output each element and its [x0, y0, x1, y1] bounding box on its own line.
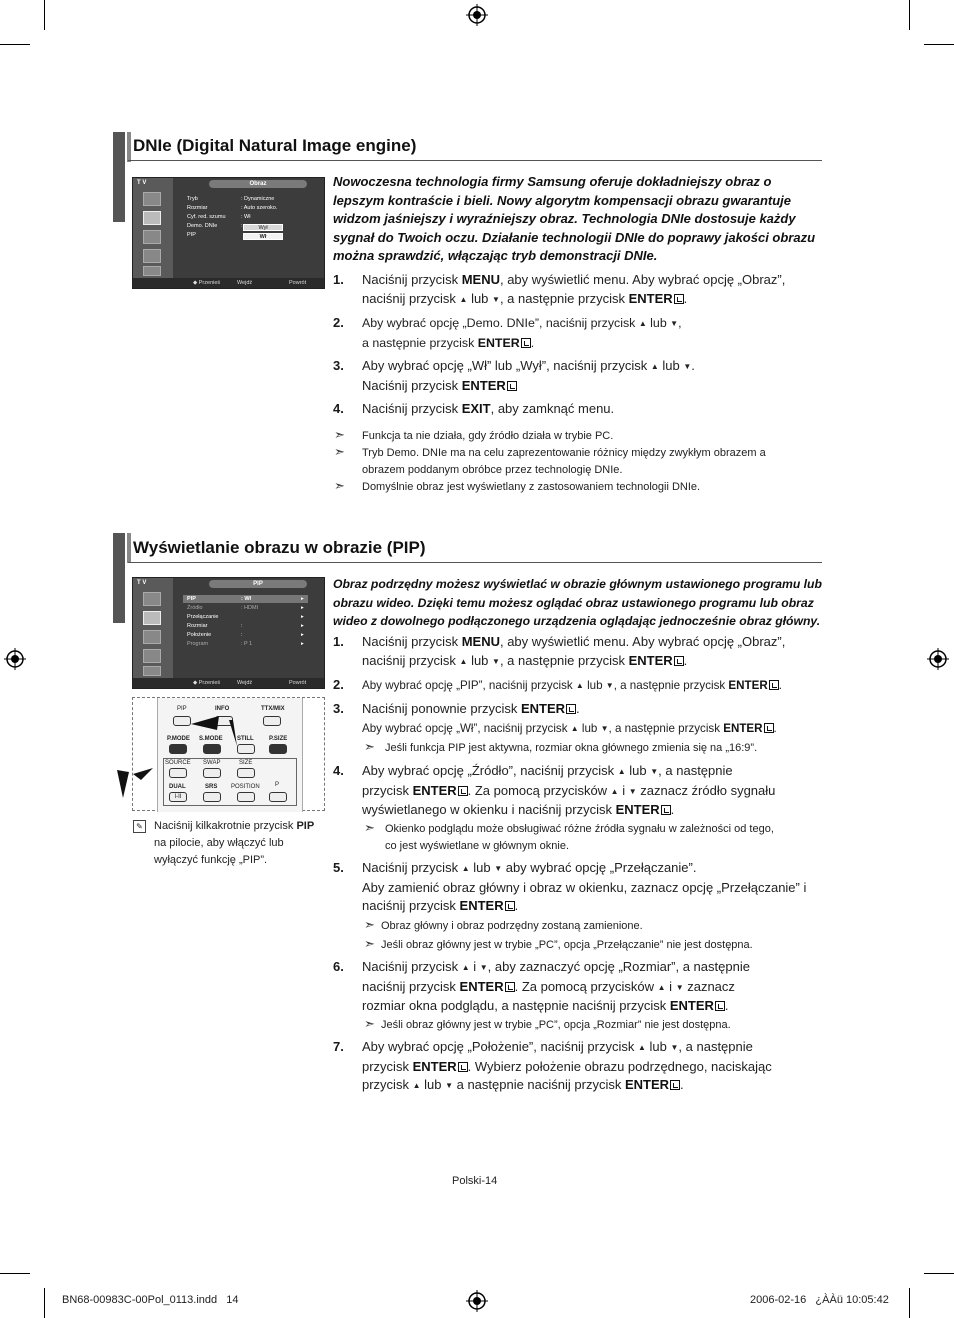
step-6: Naciśnij przycisk ▲ i ▼, aby zaznaczyć opcję „Rozmiar”, a następnie naciśnij przycisk ENTER . Za pomocą przycisków ▲ i ▼ zaznacz rozmiar okna podglądu, a następnie naciśnij przycisk ENTER .	[362, 959, 750, 1013]
srs-label: SRS	[205, 784, 218, 790]
footer-file: BN68-00983C-00Pol_0113.indd 14	[62, 1294, 239, 1306]
channel-icon	[143, 249, 161, 263]
picture-icon	[143, 192, 161, 206]
menu-row-label: Położenie	[187, 632, 212, 638]
tv-menu-footer	[133, 278, 324, 288]
enter-icon	[566, 704, 576, 714]
down-arrow-icon: ▼	[670, 319, 679, 328]
note: Funkcja ta nie działa, gdy źródło działa w trybie PC.	[362, 430, 614, 442]
menu-row-value: : Wł	[241, 596, 252, 602]
down-arrow-icon: ▼	[492, 294, 500, 304]
note-arrow-icon: ➣	[334, 478, 345, 493]
remote-control-illustration	[132, 697, 325, 811]
remote-note-icon: ✎	[133, 820, 146, 833]
down-arrow-icon: ▼	[445, 1081, 453, 1090]
up-arrow-icon: ▲	[638, 1043, 646, 1052]
position-label: POSITION	[231, 784, 260, 790]
menu-row-value: :	[241, 632, 243, 638]
tv-menu-footer	[133, 678, 324, 688]
section-bar	[113, 533, 125, 623]
size-label: SIZE	[239, 760, 253, 766]
up-arrow-icon: ▲	[610, 786, 619, 796]
menu-row-label: Demo. DNIe	[187, 223, 218, 229]
note: obrazem poddanym obróbce przez technologię DNIe.	[362, 464, 623, 476]
down-arrow-icon: ▼	[670, 1043, 679, 1052]
enter-icon	[769, 680, 779, 690]
swap-key	[203, 768, 221, 778]
section-title-pip: Wyświetlanie obrazu w obrazie (PIP)	[133, 538, 426, 557]
section-title-dnie: DNIe (Digital Natural Image engine)	[133, 136, 417, 155]
section-bar	[113, 132, 125, 222]
up-arrow-icon: ▲	[657, 982, 666, 992]
step-number: 2.	[333, 677, 344, 692]
enter-icon	[521, 338, 531, 348]
smode-label: S.MODE	[199, 736, 223, 742]
pmode-label: P.MODE	[167, 736, 190, 742]
note: Jeśli obraz główny jest w trybie „PC”, opcja „Rozmiar” nie jest dostępna.	[381, 1019, 731, 1031]
step-number: 1.	[333, 634, 344, 649]
up-arrow-icon: ▲	[575, 681, 584, 690]
sound-icon	[143, 230, 161, 244]
tv-menu-tab: PIP	[209, 580, 307, 588]
up-arrow-icon: ▲	[617, 767, 626, 776]
step-number: 4.	[333, 401, 344, 416]
enter-icon	[674, 294, 684, 304]
registration-mark-icon	[4, 648, 26, 670]
menu-option-on: Wł	[243, 233, 283, 240]
step-2: Aby wybrać opcję „Demo. DNIe”, naciśnij przycisk ▲ lub ▼, a następnie przycisk ENTER .	[362, 316, 682, 350]
enter-icon	[715, 1001, 725, 1011]
up-arrow-icon: ▲	[638, 319, 647, 328]
menu-row-value: : P 1	[241, 641, 253, 647]
step-4: Naciśnij przycisk EXIT, aby zamknąć menu.	[362, 401, 615, 416]
step-1: Naciśnij przycisk MENU, aby wyświetlić menu. Aby wybrać opcję „Obraz”, naciśnij przycisk ▲ lub ▼, a następnie przycisk ENTER .	[362, 634, 786, 668]
up-arrow-icon: ▲	[459, 656, 468, 666]
crop-mark	[0, 1273, 30, 1274]
section-rule	[128, 562, 822, 563]
crop-mark	[44, 1288, 45, 1318]
tv-label: T V	[137, 580, 147, 586]
setup-icon	[143, 266, 161, 276]
step-3: Naciśnij ponownie przycisk ENTER .	[362, 701, 580, 716]
menu-arrow-icon: ▸	[301, 632, 304, 638]
menu-row-label: Program	[187, 641, 209, 647]
down-arrow-icon: ▼	[628, 786, 637, 796]
menu-arrow-icon: ▸	[301, 641, 304, 647]
section-rule	[128, 160, 822, 161]
intro-dnie: Nowoczesna technologia firmy Samsung oferuje dokładniejszy obraz o lepszym kontraście i bieli. Nowy algorytm kompensacji obrazu gwarantuje widzom jaśniejszy i wyraźniejszy obraz. Technologia DNIe dostosuje każdy sygnał do Twoich oczu. Działanie technologii DNIe do poprawy jakości obrazu można sprawdzić, włączając tryb demonstracji DNIe.	[333, 174, 816, 263]
menu-arrow-icon: ▸	[301, 614, 304, 620]
sound-icon	[143, 630, 161, 644]
foot-enter: Wejdź	[237, 680, 253, 686]
enter-icon	[661, 805, 671, 815]
picture-icon	[143, 592, 161, 606]
enter-icon	[670, 1080, 680, 1090]
tv-menu-screenshot-dnie	[132, 177, 325, 289]
step-number: 4.	[333, 763, 344, 778]
note: Tryb Demo. DNIe ma na celu zaprezentowanie różnicy między zwykłym obrazem a	[362, 447, 766, 459]
section-bar-accent	[127, 533, 131, 563]
note-arrow-icon: ➣	[364, 739, 375, 754]
enter-icon	[505, 982, 515, 992]
info-label: INFO	[215, 706, 230, 712]
pip-label: PIP	[177, 706, 187, 712]
crop-mark	[0, 44, 30, 45]
dual-label: DUAL	[169, 784, 186, 790]
up-arrow-icon: ▲	[461, 963, 470, 972]
foot-back: Powrót	[289, 680, 307, 686]
note-arrow-icon: ➣	[334, 444, 345, 459]
menu-row-value: :	[241, 623, 243, 629]
down-arrow-icon: ▼	[492, 656, 500, 666]
step-number: 6.	[333, 959, 344, 974]
step-5: Naciśnij przycisk ▲ lub ▼ aby wybrać opcję „Przełączanie”. Aby zamienić obraz główny i obraz w okienku, zaznacz opcję „Przełączanie” i naciśnij przycisk ENTER .	[362, 860, 807, 913]
menu-arrow-icon: ▸	[301, 605, 304, 611]
down-arrow-icon: ▼	[683, 362, 692, 371]
note: Okienko podglądu może obsługiwać różne źródła sygnału w zależności od tego,	[385, 823, 774, 835]
menu-row-value: : Dynamiczne	[241, 196, 275, 202]
tv-menu-screenshot-pip	[132, 577, 325, 689]
note: Jeśli funkcja PIP jest aktywna, rozmiar okna głównego zmienia się na „16:9”.	[385, 742, 758, 754]
enter-icon	[507, 381, 517, 391]
down-arrow-icon: ▼	[600, 724, 609, 733]
position-key	[237, 792, 255, 802]
enter-icon	[505, 901, 515, 911]
menu-option-off: Wył	[243, 224, 283, 231]
step-4: Aby wybrać opcję „Źródło”, naciśnij przycisk ▲ lub ▼, a następnie przycisk ENTER . Za pomocą przycisków ▲ i ▼ zaznacz źródło sygnału wyświetlanego w okienku i naciśnij przycisk ENTER .	[362, 763, 776, 817]
down-arrow-icon: ▼	[494, 864, 503, 873]
menu-row-value: :	[241, 223, 243, 229]
up-arrow-icon: ▲	[461, 864, 470, 873]
p-label: P	[275, 782, 280, 788]
p-down-key	[269, 792, 287, 802]
crop-mark	[909, 0, 910, 30]
down-arrow-icon: ▼	[650, 767, 659, 776]
registration-mark-icon	[466, 1290, 488, 1312]
step-number: 1.	[333, 272, 344, 287]
enter-icon	[764, 723, 774, 733]
down-arrow-icon: ▼	[479, 963, 488, 972]
tv-menu-tab: Obraz	[209, 180, 307, 188]
foot-back: Powrót	[289, 280, 307, 286]
menu-row-label: Tryb	[187, 196, 198, 202]
down-arrow-icon: ▼	[675, 982, 684, 992]
psize-label: P.SIZE	[269, 736, 288, 742]
step-3: Aby wybrać opcję „Wł” lub „Wył”, naciśnij przycisk ▲ lub ▼. Naciśnij przycisk ENTER	[362, 358, 695, 393]
foot-enter: Wejdź	[237, 280, 253, 286]
note-arrow-icon: ➣	[364, 820, 375, 835]
swap-label: SWAP	[203, 760, 221, 766]
footer-date: 2006-02-16 ¿ÀÀü 10:05:42	[750, 1294, 889, 1306]
note-arrow-icon: ➣	[364, 917, 375, 932]
registration-mark-icon	[927, 648, 949, 670]
tv-label: T V	[137, 180, 147, 186]
up-arrow-icon: ▲	[412, 1081, 421, 1090]
dual-key: I-II	[169, 792, 187, 802]
ttx-key	[263, 716, 281, 726]
picture-icon	[143, 211, 161, 225]
registration-mark-icon	[466, 4, 488, 26]
srs-key	[203, 792, 221, 802]
step-number: 7.	[333, 1039, 344, 1054]
enter-icon	[458, 1062, 468, 1072]
section-bar-accent	[127, 132, 131, 162]
crop-mark	[44, 0, 45, 30]
setup-icon	[143, 666, 161, 676]
picture-icon	[143, 611, 161, 625]
menu-row-label: Źródło	[187, 605, 203, 611]
down-arrow-icon: ▼	[605, 681, 614, 690]
foot-move: ◆ Przenieś	[193, 280, 221, 286]
enter-icon	[674, 656, 684, 666]
menu-row-label: PIP	[187, 596, 196, 602]
step-7: Aby wybrać opcję „Położenie”, naciśnij przycisk ▲ lub ▼, a następnie przycisk ENTER . Wybierz położenie obrazu podrzędnego, naciskając przycisk ▲ lub ▼ a następnie naciśnij przycisk ENTER .	[362, 1039, 772, 1092]
note-arrow-icon: ➣	[334, 427, 345, 442]
note-arrow-icon: ➣	[364, 936, 375, 951]
up-arrow-icon: ▲	[570, 724, 579, 733]
page-number: Polski-14	[452, 1175, 498, 1187]
crop-mark	[909, 1288, 910, 1318]
foot-move: ◆ Przenieś	[193, 680, 221, 686]
menu-row-label: Przełączanie	[187, 614, 219, 620]
intro-pip: Obraz podrzędny możesz wyświetlać w obrazie głównym ustawionego programu lub obrazu wideo. Dzięki temu możesz oglądać obraz ustawionego programu lub obraz wideo z dowolnego podłączonego urządzenia oglądając jednocześnie obraz główny.	[333, 577, 822, 628]
channel-icon	[143, 649, 161, 663]
step-2: Aby wybrać opcję „PIP”, naciśnij przycisk ▲ lub ▼, a następnie przycisk ENTER .	[362, 679, 782, 692]
pmode-key	[169, 744, 187, 754]
pointer-arrow-icon	[189, 716, 249, 746]
crop-mark	[924, 44, 954, 45]
remote-note: Naciśnij kilkakrotnie przycisk PIP na pilocie, aby włączyć lub wyłączyć funkcję „PIP”.	[154, 820, 315, 866]
note: Domyślnie obraz jest wyświetlany z zastosowaniem technologii DNIe.	[362, 481, 701, 493]
menu-row-label: Rozmiar	[187, 623, 208, 629]
size-key	[237, 768, 255, 778]
enter-icon	[458, 786, 468, 796]
menu-arrow-icon: ▸	[301, 623, 304, 629]
step-3-detail: Aby wybrać opcję „Wł”, naciśnij przycisk ▲ lub ▼, a następnie przycisk ENTER .	[362, 722, 777, 735]
up-arrow-icon: ▲	[650, 362, 659, 371]
menu-row-value: : Wł	[241, 214, 251, 220]
pointer-arrow-icon	[115, 760, 155, 800]
source-label: SOURCE	[165, 760, 191, 766]
menu-arrow-icon: ▸	[301, 596, 304, 602]
ttxmix-label: TTX/MIX	[261, 706, 285, 712]
menu-row-label: Rozmiar	[187, 205, 208, 211]
step-number: 2.	[333, 315, 344, 330]
note: Jeśli obraz główny jest w trybie „PC”, opcja „Przełączanie” nie jest dostępna.	[381, 939, 753, 951]
note: Obraz główny i obraz podrzędny zostaną zamienione.	[381, 920, 643, 932]
psize-key	[269, 744, 287, 754]
up-arrow-icon: ▲	[459, 294, 468, 304]
menu-row-value: : HDMI	[241, 605, 259, 611]
step-number: 5.	[333, 860, 344, 875]
note: co jest wyświetlane w głównym oknie.	[385, 840, 570, 852]
source-key	[169, 768, 187, 778]
step-number: 3.	[333, 701, 344, 716]
note-arrow-icon: ➣	[364, 1016, 375, 1031]
menu-row-label: PIP	[187, 232, 196, 238]
crop-mark	[924, 1273, 954, 1274]
step-number: 3.	[333, 358, 344, 373]
still-label: STILL	[237, 736, 254, 742]
step-1: Naciśnij przycisk MENU, aby wyświetlić menu. Aby wybrać opcję „Obraz”, naciśnij przycisk ▲ lub ▼, a następnie przycisk ENTER .	[362, 272, 786, 306]
menu-row-value: : Auto szeroko.	[241, 205, 278, 211]
menu-row-label: Cyf. red. szumu	[187, 214, 226, 220]
